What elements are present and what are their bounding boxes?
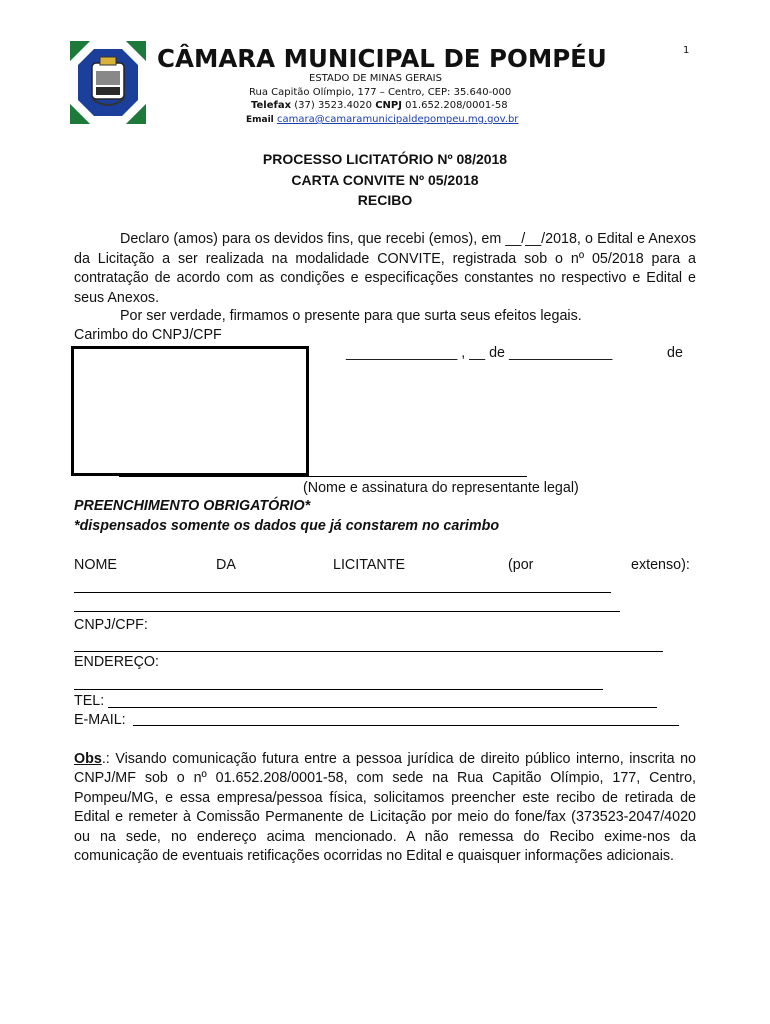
declaration-paragraph: Declaro (amos) para os devidos fins, que recebi (emos), em __/__/2018, o Edital e Anexos da Licitação a ser realizada na modalidade CONVITE, registrada sob o nº 05/2018 para a contratação de acordo com as condições e especificações constantes no respectivo e Edital e seus Anexos. bbox=[74, 231, 696, 306]
address-label: ENDEREÇO: bbox=[74, 654, 159, 670]
name-word-1: NOME bbox=[74, 557, 117, 573]
institution-title: CÂMARA MUNICIPAL DE POMPÉU bbox=[157, 44, 607, 73]
date-de: de bbox=[667, 345, 683, 361]
address-field-line[interactable] bbox=[74, 689, 603, 690]
cnpj-label: CNPJ bbox=[375, 100, 402, 111]
receipt-heading: RECIBO bbox=[357, 192, 413, 208]
phone-cnpj-line bbox=[251, 100, 508, 111]
phone-label: Telefax bbox=[251, 100, 292, 111]
cnpj-cpf-field-line[interactable] bbox=[74, 651, 663, 652]
cnpj-value: 01.652.208/0001-58 bbox=[405, 100, 508, 111]
stamp-box[interactable] bbox=[71, 346, 309, 476]
name-word-2: DA bbox=[216, 557, 236, 573]
tel-field-line[interactable] bbox=[108, 707, 657, 708]
phone-value: (37) 3523.4020 bbox=[294, 100, 373, 111]
name-field-line-2[interactable] bbox=[74, 611, 620, 612]
truth-statement: Por ser verdade, firmamos o presente para que surta seus efeitos legais. bbox=[120, 308, 582, 324]
municipal-flag-logo bbox=[70, 41, 146, 124]
cnpj-cpf-label: CNPJ/CPF: bbox=[74, 617, 148, 633]
name-word-5: extenso): bbox=[631, 557, 690, 573]
tel-label: TEL: bbox=[74, 693, 105, 709]
signature-line[interactable] bbox=[119, 476, 527, 477]
email-label: Email bbox=[246, 115, 274, 125]
state-line: ESTADO DE MINAS GERAIS bbox=[309, 73, 442, 84]
obs-label: Obs bbox=[74, 751, 102, 767]
page-number: 1 bbox=[683, 45, 690, 56]
process-heading: PROCESSO LICITATÓRIO Nº 08/2018 bbox=[262, 151, 508, 167]
stamp-label: Carimbo do CNPJ/CPF bbox=[74, 327, 222, 343]
email-line bbox=[246, 114, 518, 125]
obs-text: .: Visando comunicação futura entre a pessoa jurídica de direito público interno, inscrita no CNPJ/MF sob o nº 01.652.208/0001-58, com sede na Rua Capitão Olímpio, 177, Centro, Pompeu/MG, e essa empresa/pessoa física, solicitamos preencher este recibo de retirada de Edital e remeter à Comissão Permanente de Licitação por meio do fone/fax (373523-2047/4020 ou na sede, no endereço acima mencionado. A não remessa do Recibo exime-nos da comunicação de eventuais retificações ocorridas no Edital e quaisquer informações adicionais. bbox=[74, 751, 696, 865]
observation-paragraph bbox=[74, 750, 696, 866]
address-line: Rua Capitão Olímpio, 177 – Centro, CEP: 35.640-000 bbox=[249, 87, 512, 98]
email-link[interactable]: camara@camaramunicipaldepompeu.mg.gov.br bbox=[276, 114, 519, 125]
mandatory-note: *dispensados somente os dados que já constarem no carimbo bbox=[74, 518, 500, 534]
email-label: E-MAIL: bbox=[74, 712, 126, 728]
convite-heading: CARTA CONVITE Nº 05/2018 bbox=[291, 172, 479, 188]
mandatory-title: PREENCHIMENTO OBRIGATÓRIO* bbox=[74, 498, 311, 514]
date-line: ______________ , __ de _____________ bbox=[346, 345, 613, 361]
email-field-line[interactable] bbox=[133, 725, 679, 726]
name-word-3: LICITANTE bbox=[333, 557, 406, 573]
name-field-line-1[interactable] bbox=[74, 592, 611, 593]
signature-caption: (Nome e assinatura do representante legal) bbox=[303, 480, 579, 496]
name-word-4: (por bbox=[508, 557, 534, 573]
